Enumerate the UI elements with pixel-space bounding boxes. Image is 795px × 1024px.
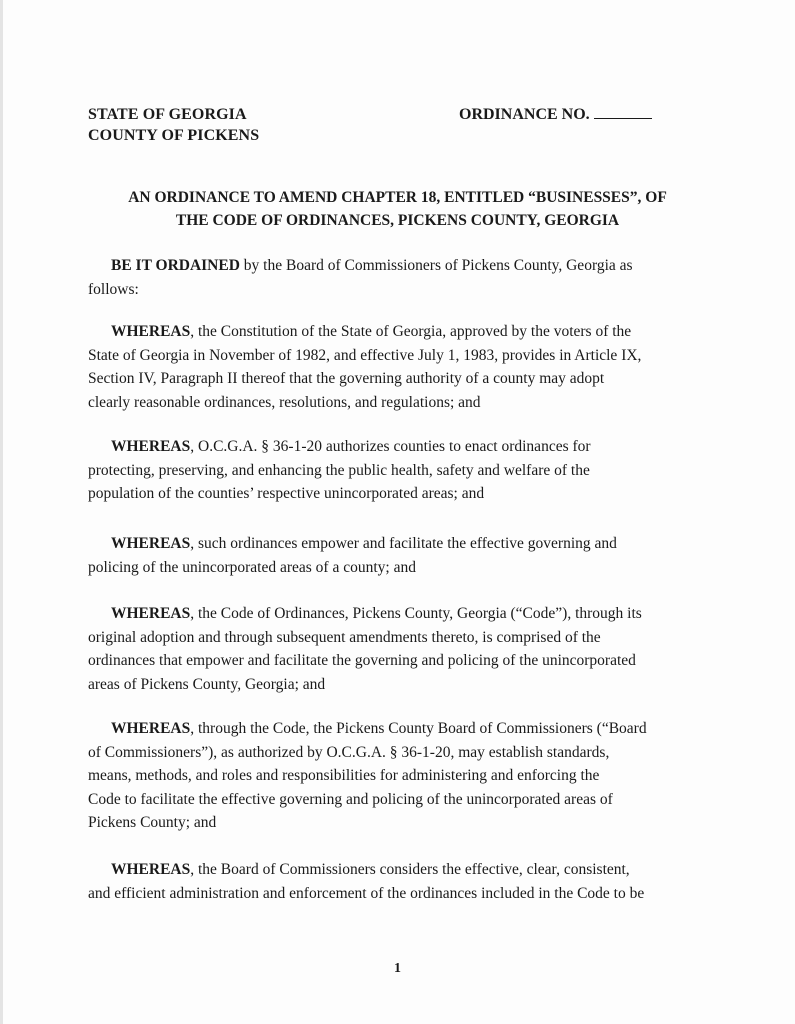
paragraph-text: , the Constitution of the State of Georgia, approved by the voters of the (190, 323, 632, 340)
paragraph-text: , the Board of Commissioners considers the effective, clear, consistent, (190, 861, 630, 878)
paragraph-text: by the Board of Commissioners of Pickens County, Georgia as (239, 257, 633, 274)
paragraph-line: Pickens County; and (88, 814, 217, 831)
paragraph-line: Code to facilitate the effective governing and policing of the unincorporated areas of (88, 790, 613, 808)
title-line-1: AN ORDINANCE TO AMEND CHAPTER 18, ENTITLED “BUSINESSES”, OF (128, 189, 667, 206)
paragraph-line: of Commissioners”), as authorized by O.C.G.A. § 36-1-20, may establish standards, (88, 743, 610, 761)
paragraph-lead: WHEREAS (111, 605, 191, 622)
paragraph-line: Section IV, Paragraph II thereof that the governing authority of a county may adopt (88, 370, 605, 387)
county-line: COUNTY OF PICKENS (88, 127, 260, 144)
paragraph-whereas-5 (88, 717, 708, 835)
title-line-2: THE CODE OF ORDINANCES, PICKENS COUNTY, GEORGIA (175, 212, 620, 229)
paragraph-line: population of the counties’ respective unincorporated areas; and (88, 485, 485, 502)
paragraph-whereas-4 (88, 602, 708, 696)
paragraph-lead: BE IT ORDAINED (111, 257, 240, 274)
paragraph-whereas-3 (88, 532, 708, 579)
paragraph-text: , such ordinances empower and facilitate the effective governing and (190, 535, 617, 552)
ordinance-label: ORDINANCE NO. (459, 106, 590, 123)
paragraph-line: original adoption and through subsequent amendments thereto, is comprised of the (88, 628, 601, 646)
paragraph-line: policing of the unincorporated areas of a county; and (88, 558, 416, 576)
paragraph-whereas-1 (88, 320, 708, 414)
paragraph-line: clearly reasonable ordinances, resolutions, and regulations; and (88, 393, 481, 411)
jurisdiction-header (88, 104, 259, 146)
paragraph-whereas-2 (88, 435, 708, 506)
paragraph-line: means, methods, and roles and responsibilities for administering and enforcing the (88, 767, 600, 784)
paragraph-ordained (88, 254, 708, 301)
page-number: 1 (394, 961, 401, 976)
paragraph-text: , O.C.G.A. § 36-1-20 authorizes counties to enact ordinances for (190, 438, 591, 455)
paragraph-lead: WHEREAS (111, 323, 191, 340)
paragraph-lead: WHEREAS (111, 438, 191, 455)
paragraph-line: ordinances that empower and facilitate the governing and policing of the unincorporated (88, 652, 636, 669)
paragraph-line: areas of Pickens County, Georgia; and (88, 675, 326, 693)
paragraph-text: , the Code of Ordinances, Pickens County, Georgia (“Code”), through its (190, 605, 642, 622)
paragraph-line: follows: (88, 280, 139, 298)
paragraph-lead: WHEREAS (111, 720, 191, 737)
paragraph-line: State of Georgia in November of 1982, and effective July 1, 1983, provides in Article IX, (88, 346, 642, 364)
ordinance-title (60, 186, 735, 232)
paragraph-lead: WHEREAS (111, 861, 191, 878)
ordinance-number (459, 104, 652, 125)
paragraph-line: protecting, preserving, and enhancing the public health, safety and welfare of the (88, 461, 590, 479)
paragraph-line: and efficient administration and enforcement of the ordinances included in the Code to be (88, 884, 645, 902)
page-edge (0, 0, 3, 1024)
paragraph-lead: WHEREAS (111, 535, 191, 552)
paragraph-whereas-6 (88, 858, 708, 905)
state-line: STATE OF GEORGIA (88, 106, 247, 123)
paragraph-text: , through the Code, the Pickens County Board of Commissioners (“Board (190, 720, 647, 737)
ordinance-number-blank (594, 104, 652, 119)
